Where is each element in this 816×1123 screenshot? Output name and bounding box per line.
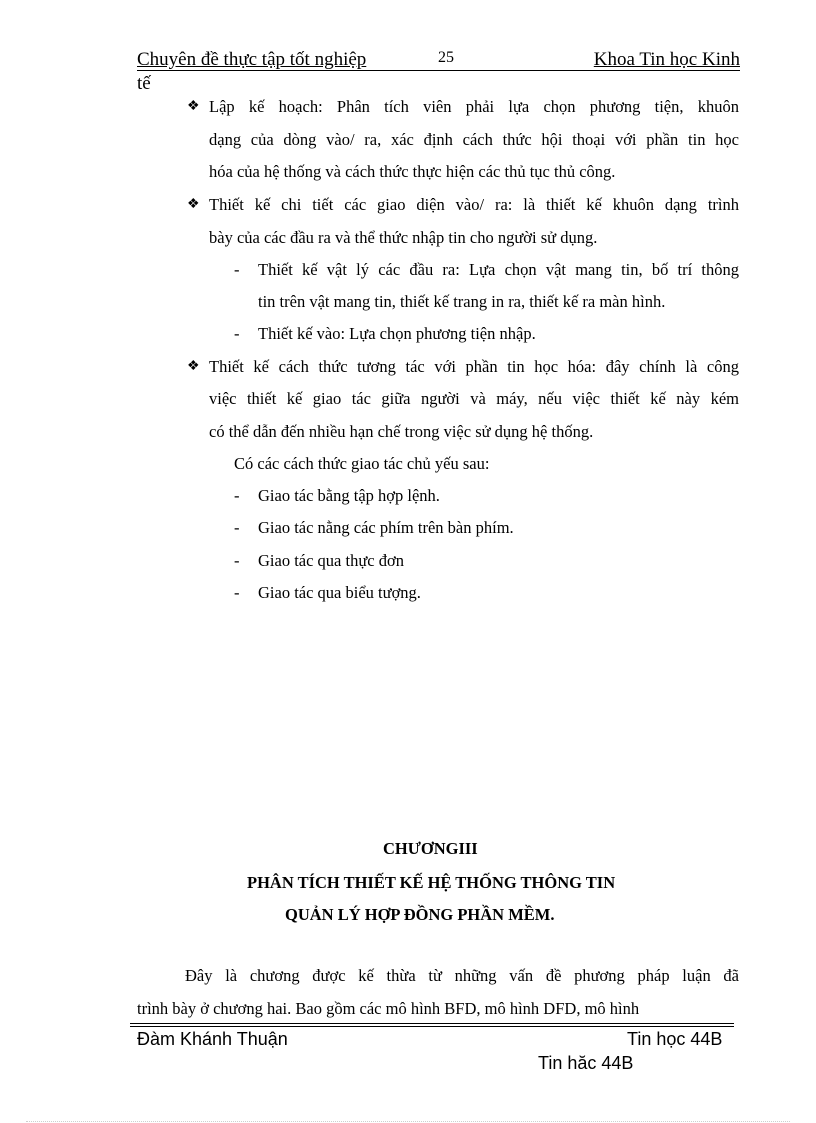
dash-marker: - [234,486,240,505]
bullet2-line2: bày của các đầu ra và thể thức nhập tin cho người sử dụng. [209,228,598,247]
bullet3-line2: việc thiết kế giao tác giữa người và máy, nếu việc thiết kế này kém [209,389,739,408]
footer-rule-bottom [130,1026,734,1027]
bullet-icon: ❖ [187,359,200,374]
dash1-line2: tin trên vật mang tin, thiết kế trang in ra, thiết kế ra màn hình. [258,292,666,311]
header-rule [137,70,740,71]
bullet1-line1: Lập kế hoạch: Phân tích viên phải lựa chọn phương tiện, khuôn [209,97,739,116]
page-number: 25 [438,49,454,66]
dash1-line1: Thiết kế vật lý các đầu ra: Lựa chọn vật mang tin, bố trí thông [258,260,739,279]
bullet-icon: ❖ [187,197,200,212]
chapter-title-line2: QUẢN LÝ HỢP ĐỒNG PHẦN MỀM. [285,905,555,924]
dash-marker: - [234,260,240,279]
footer-rule-top [130,1023,734,1024]
page-edge-dotted-line [26,1121,790,1122]
header-right-title: Khoa Tin học Kinh [593,49,740,70]
bullet3-line3: có thể dẫn đến nhiều hạn chế trong việc sử dụng hệ thống. [209,422,594,441]
header-left-title: Chuyên đề thực tập tốt nghiệp [137,49,367,70]
chapter-title-line1: PHÂN TÍCH THIẾT KẾ HỆ THỐNG THÔNG TIN [247,873,616,892]
bullet-icon: ❖ [187,99,200,114]
chapter-heading: CHƯƠNGIII [383,839,478,858]
dash-marker: - [234,583,240,602]
dash2-line: Thiết kế vào: Lựa chọn phương tiện nhập. [258,324,536,343]
bullet1-line3: hóa của hệ thống và cách thức thực hiện các thủ tục thủ công. [209,162,616,181]
footer-class-right: Tin học 44B [627,1029,723,1049]
intro-line: Có các cách thức giao tác chủ yếu sau: [234,454,490,473]
footer-class-below: Tin hăc 44B [538,1053,634,1073]
bullet1-line2: dạng của dòng vào/ ra, xác định cách thức hội thoại với phần tin học [209,130,739,149]
dash-marker: - [234,324,240,343]
header-wrap-text: tế [137,73,151,94]
list-item: Giao tác qua thực đơn [258,551,404,570]
paragraph-line1: Đây là chương được kế thừa từ những vấn đề phương pháp luận đã [185,966,739,985]
bullet2-line1: Thiết kế chi tiết các giao diện vào/ ra: là thiết kế khuôn dạng trình [209,195,739,214]
page-header [137,48,740,72]
list-item: Giao tác bằng tập hợp lệnh. [258,486,440,505]
bullet3-line1: Thiết kế cách thức tương tác với phần tin học hóa: đây chính là công [209,357,739,376]
list-item: Giao tác nằng các phím trên bàn phím. [258,518,514,537]
list-item: Giao tác qua biểu tượng. [258,583,421,602]
dash-marker: - [234,551,240,570]
paragraph-line2: trình bày ở chương hai. Bao gồm các mô hình BFD, mô hình DFD, mô hình [137,999,640,1018]
dash-marker: - [234,518,240,537]
footer-author: Đàm Khánh Thuận [137,1029,288,1049]
